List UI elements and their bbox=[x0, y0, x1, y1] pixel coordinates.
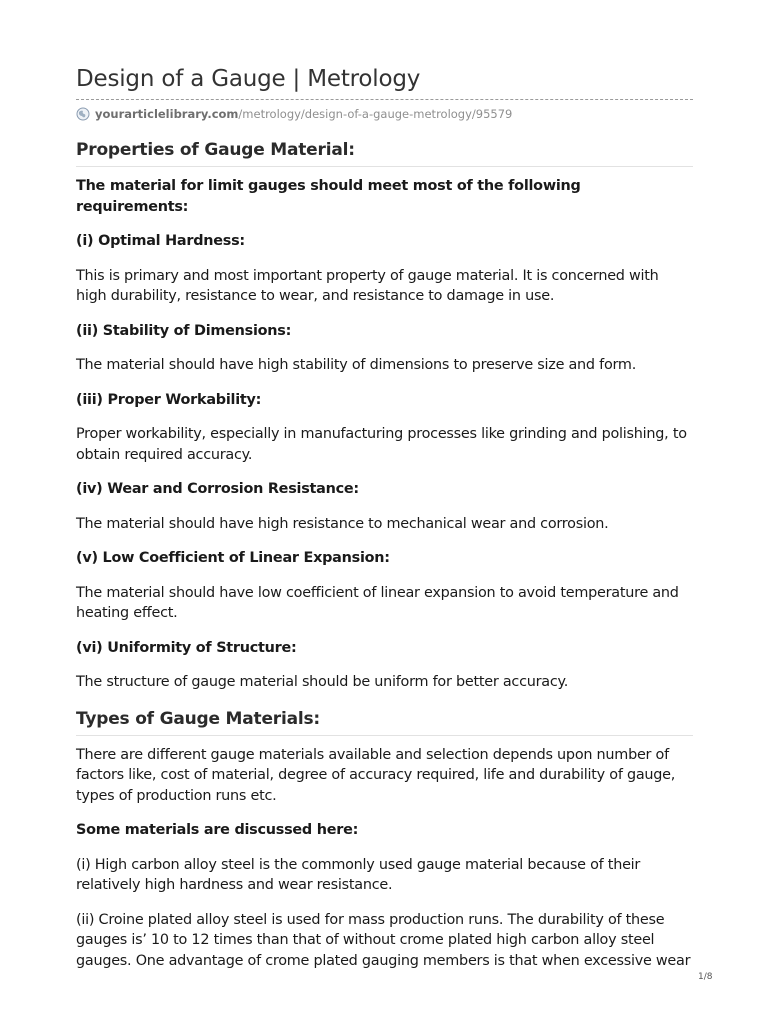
globe-icon bbox=[76, 107, 90, 121]
page-number: 1/8 bbox=[698, 972, 713, 982]
section-heading: Properties of Gauge Material: bbox=[76, 140, 693, 167]
paragraph: The material should have high stability of dimensions to preserve size and form. bbox=[76, 357, 637, 373]
section-heading: Types of Gauge Materials: bbox=[76, 709, 693, 736]
source-link[interactable] bbox=[76, 106, 512, 122]
source-domain[interactable]: yourarticlelibrary.com bbox=[95, 107, 239, 121]
subheading: (ii) Stability of Dimensions: bbox=[76, 322, 292, 339]
paragraph: (ii) Croine plated alloy steel is used for mass production runs. The durability of these gauges is’ 10 to 12 times than that of without crome plated high carbon alloy steel gauges. One advantage of crome plated gauging members is that when excessive wear bbox=[76, 911, 691, 969]
paragraph: The structure of gauge material should be uniform for better accuracy. bbox=[76, 674, 569, 690]
subheading: (i) Optimal Hardness: bbox=[76, 233, 245, 249]
source-path[interactable]: /metrology/design-of-a-gauge-metrology/95579 bbox=[238, 107, 513, 121]
paragraph: (i) High carbon alloy steel is the commonly used gauge material because of their relatively high hardness and wear resistance. bbox=[76, 856, 641, 893]
page-title: Design of a Gauge | Metrology bbox=[76, 66, 421, 92]
subheading: (vi) Uniformity of Structure: bbox=[76, 639, 297, 656]
paragraph: There are different gauge materials available and selection depends upon number of factors like, cost of material, degree of accuracy required, life and durability of gauge, types of production runs etc. bbox=[76, 746, 676, 804]
paragraph: Proper workability, especially in manufacturing processes like grinding and polishing, to obtain required accuracy. bbox=[76, 426, 687, 463]
paragraph: The material should have low coefficient of linear expansion to avoid temperature and heating effect. bbox=[76, 584, 679, 621]
paragraph: This is primary and most important property of gauge material. It is concerned with high durability, resistance to wear, and resistance to damage in use. bbox=[76, 267, 659, 304]
subheading: (iv) Wear and Corrosion Resistance: bbox=[76, 481, 359, 497]
subheading: The material for limit gauges should meet most of the following requirements: bbox=[76, 178, 581, 215]
title-divider bbox=[76, 99, 693, 100]
subheading: (iii) Proper Workability: bbox=[76, 391, 262, 408]
subheading: (v) Low Coefficient of Linear Expansion: bbox=[76, 550, 390, 566]
article-body bbox=[76, 140, 693, 985]
subheading: Some materials are discussed here: bbox=[76, 822, 359, 838]
paragraph: The material should have high resistance to mechanical wear and corrosion. bbox=[76, 515, 609, 532]
